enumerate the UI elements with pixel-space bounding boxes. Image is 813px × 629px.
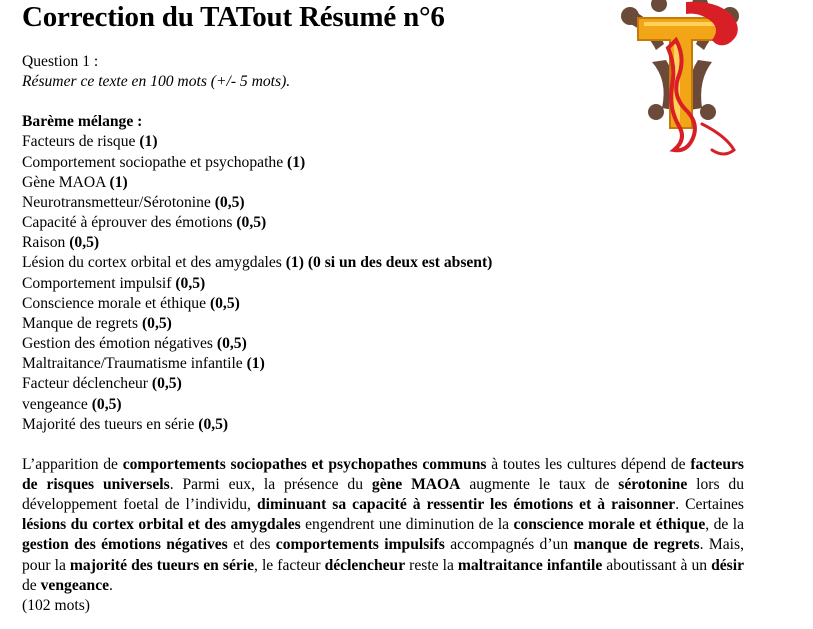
bareme-item-label: Facteurs de risque (22, 133, 136, 151)
word-count: (102 mots) (22, 596, 91, 614)
summary-text: aboutissant à un (602, 556, 712, 574)
bareme-item (22, 374, 782, 394)
bareme-item-points: (0,5) (214, 193, 245, 211)
summary-text: , le facteur (254, 556, 325, 574)
bareme-item-label: Conscience morale et éthique (22, 294, 207, 312)
summary-text: à toutes les cultures dépend de (486, 455, 691, 473)
bareme-item-label: Comportement impulsif (22, 274, 172, 292)
bareme-item-label: Neurotransmetteur/Sérotonine (22, 193, 211, 211)
summary-text: et des (227, 536, 276, 554)
bareme-item-points: (0,5) (151, 375, 182, 393)
bareme-item-label: Facteur déclencheur (22, 375, 148, 393)
bareme-item-points: (1) (0 si un des deux est absent) (285, 254, 493, 272)
bareme-item-label: Comportement sociopathe et psychopathe (22, 153, 284, 171)
summary-text: L’apparition de (22, 455, 123, 473)
bareme-item (22, 314, 782, 334)
bareme-item-label: Capacité à éprouver des émotions (22, 214, 233, 232)
summary-keyword: comportements sociopathes et psychopathes communs (122, 455, 487, 473)
bareme-item-points: (0,5) (91, 395, 122, 413)
summary-keyword: vengeance (40, 576, 110, 594)
bareme-item-points: (1) (109, 173, 128, 191)
bareme-item-label: Majorité des tueurs en série (22, 415, 195, 433)
summary-paragraph (22, 455, 744, 596)
bareme-item (22, 395, 782, 415)
summary-keyword: désir (711, 556, 744, 574)
summary-keyword: conscience morale et éthique (513, 516, 706, 534)
summary-keyword: comportements impulsifs (275, 536, 445, 554)
summary-keyword: majorité des tueurs en série (69, 556, 255, 574)
summary-keyword: gène MAOA (371, 475, 461, 493)
bareme-title: Barème mélange : (22, 113, 143, 131)
bareme-item-label: Gène MAOA (22, 173, 106, 191)
bareme-item-label: vengeance (22, 395, 88, 413)
bareme-item-points: (1) (287, 153, 306, 171)
question-label: Question 1 : (22, 53, 99, 70)
bareme-item-points: (0,5) (198, 415, 229, 433)
summary-text: lors du développement foetal de l’individu, (22, 475, 744, 514)
summary-text: augmente le taux de (460, 475, 619, 493)
bareme-item-points: (0,5) (141, 314, 172, 332)
bareme-item-label: Gestion des émotion négatives (22, 335, 213, 353)
summary-text: . Certaines (675, 496, 745, 514)
summary-text: . (109, 576, 113, 594)
document-title: Correction du TATout Résumé n°6 (22, 1, 445, 33)
bareme-item (22, 334, 782, 354)
summary-text: engendrent une diminution de la (300, 516, 514, 534)
summary-keyword: diminuant sa capacité à ressentir les émotions et à raisonner (256, 496, 676, 514)
bareme-item-label: Manque de regrets (22, 314, 139, 332)
bareme-item-points: (0,5) (69, 234, 100, 252)
summary-keyword: gestion des émotions négatives (22, 536, 228, 554)
bareme-item-label: Maltraitance/Traumatisme infantile (22, 355, 243, 373)
summary-keyword: manque de regrets (573, 536, 700, 554)
summary-keyword: facteurs de risques universels (22, 455, 744, 493)
bareme-item (22, 415, 782, 435)
summary-keyword: déclencheur (324, 556, 406, 574)
bareme-item-label: Lésion du cortex orbital et des amygdales (22, 254, 282, 272)
bareme-item-label: Raison (22, 234, 66, 252)
bareme-item (22, 294, 782, 314)
summary-keyword: lésions du cortex orbital et des amygdales (22, 516, 301, 534)
bareme-item (22, 233, 782, 253)
tatout-logo-icon (616, 0, 746, 160)
summary-text: . Mais, pour la (22, 536, 744, 574)
bareme-item (22, 173, 782, 193)
summary-text: , de la (705, 516, 744, 534)
bareme-item (22, 213, 782, 233)
bareme-item-points: (0,5) (175, 274, 206, 292)
bareme-item (22, 274, 782, 294)
bareme-item-points: (1) (139, 133, 158, 151)
bareme-item-points: (1) (246, 355, 265, 373)
summary-keyword: sérotonine (618, 475, 688, 493)
bareme-item-points: (0,5) (236, 214, 267, 232)
bareme-item (22, 253, 782, 273)
bareme-item-points: (0,5) (216, 335, 247, 353)
summary-keyword: maltraitance infantile (457, 556, 603, 574)
bareme-item (22, 354, 782, 374)
summary-text: . Parmi eux, la présence du (169, 475, 372, 493)
summary-text: accompagnés d’un (444, 536, 574, 554)
bareme-item (22, 193, 782, 213)
bareme-item-points: (0,5) (209, 294, 240, 312)
summary-text: reste la (405, 556, 458, 574)
question-instruction: Résumer ce texte en 100 mots (+/- 5 mots). (22, 73, 291, 91)
summary-text: de (22, 576, 41, 594)
